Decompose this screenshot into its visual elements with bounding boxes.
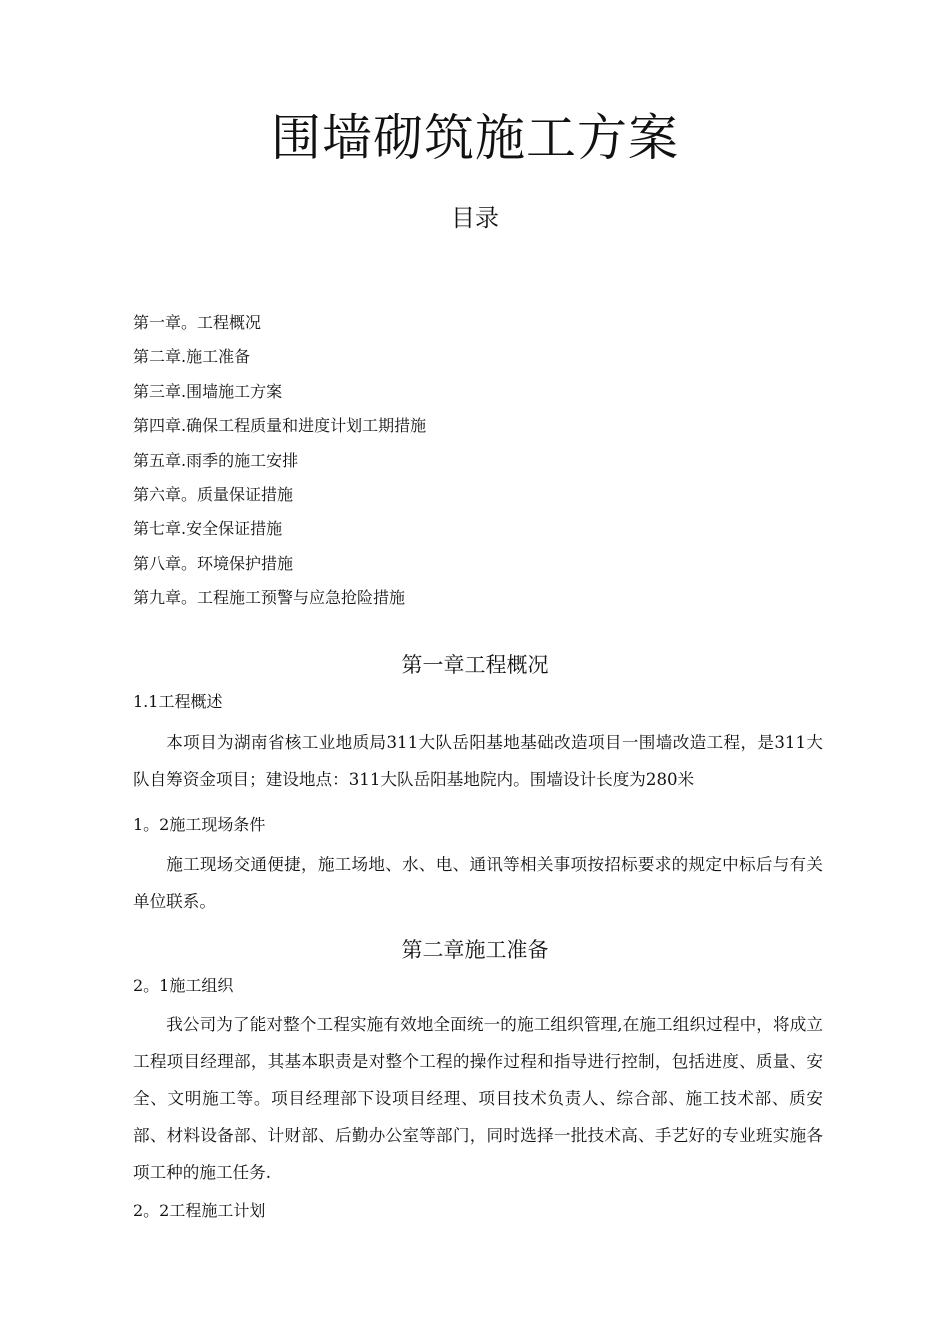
chapter-1-heading: 第一章工程概况 [401,653,549,677]
toc-title: 目录 [451,204,499,232]
toc-item: 第八章。环境保护措施 [133,553,294,573]
toc-item: 第三章.围墙施工方案 [133,381,283,401]
toc-item: 第九章。工程施工预警与应急抢险措施 [133,588,406,608]
toc-item: 第一章。工程概况 [133,313,262,332]
table-of-contents [133,306,426,616]
section-2-1-heading: 2。1施工组织 [133,976,234,995]
toc-item: 第二章.施工准备 [133,347,251,367]
section-1-2-heading: 1。2施工现场条件 [133,815,266,834]
section-1-1-heading: 1.1工程概述 [133,692,223,711]
document-title: 围墙砌筑施工方案 [271,109,679,167]
toc-item: 第七章.安全保证措施 [133,519,283,539]
section-2-1-paragraph: 我公司为了能对整个工程实施有效地全面统一的施工组织管理,在施工组织过程中，将成立工程项目经理部，其基本职责是对整个工程的操作过程和指导进行控制，包括进度、质量、安全、文明施工等。项目经理部下设项目经理、项目技术负责人、综合部、施工技术部、质安部、材料设备部、计财部、后勤办公室等部门，同时选择一批技术高、手艺好的专业班实施各项工种的施工任务. [133,1015,823,1182]
chapter-2-heading: 第二章施工准备 [401,938,549,962]
section-1-2-paragraph: 施工现场交通便捷，施工场地、水、电、通讯等相关事项按招标要求的规定中标后与有关单位联系。 [133,855,823,911]
toc-item: 第四章.确保工程质量和进度计划工期措施 [133,416,427,436]
toc-item: 第六章。质量保证措施 [133,484,294,504]
section-2-2-heading: 2。2工程施工计划 [133,1201,266,1220]
section-1-1-paragraph: 本项目为湖南省核工业地质局311大队岳阳基地基础改造项目一围墙改造工程，是311大队自筹资金项目；建设地点：311大队岳阳基地院内。围墙设计长度为280米 [133,733,823,789]
toc-item: 第五章.雨季的施工安排 [133,450,299,470]
